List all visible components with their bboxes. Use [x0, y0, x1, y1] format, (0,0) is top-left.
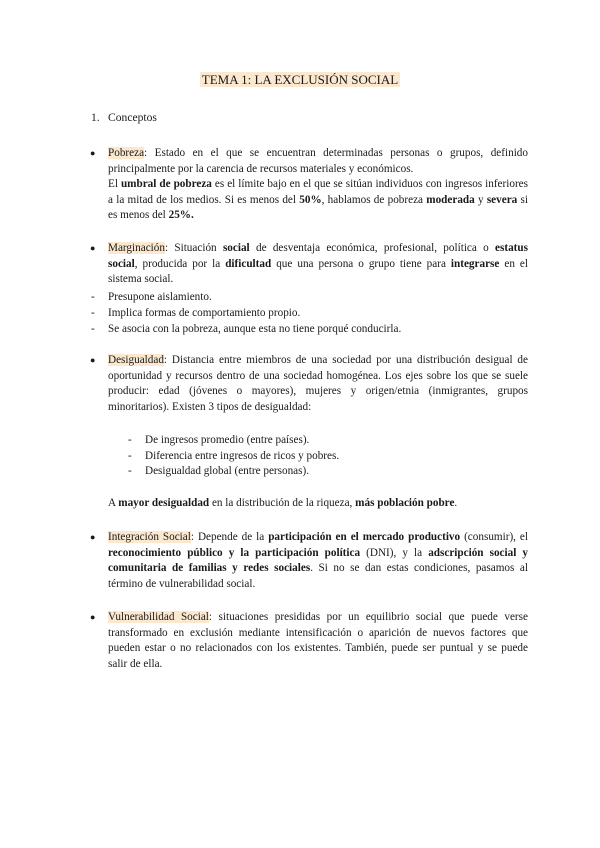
- bullet-icon: ●: [90, 355, 96, 365]
- section-number: 1.: [91, 111, 100, 124]
- concept-vulnerabilidad: [90, 610, 528, 672]
- list-item: - Diferencia entre ingresos de ricos y pobres.: [128, 449, 340, 462]
- term-integracion: Integración Social: [108, 531, 191, 543]
- term-pobreza: Pobreza: [108, 147, 145, 159]
- section-heading: [91, 110, 157, 126]
- bullet-icon: ●: [90, 532, 96, 542]
- bullet-icon: ●: [90, 148, 96, 158]
- marginacion-definition: Marginación: Situación social de desventaja económica, profesional, política o estatus social, producida por la dificultad que una persona o grupo tiene para integrarse en el sistema social.: [108, 242, 528, 286]
- pobreza-umbral: El umbral de pobreza es el límite bajo en el que se sitúan individuos con ingresos inferiores a la mitad de los medios. Si es menos del 50%, hablamos de pobreza moderada y severa si es menos del 25%.: [108, 178, 528, 222]
- desigualdad-conclusion: A mayor desigualdad en la distribución de la riqueza, más población pobre.: [108, 497, 458, 509]
- desigualdad-definition: Desigualdad: Distancia entre miembros de una sociedad por una distribución desigual de oportunidad y recursos dentro de una sociedad homogénea. Los ejes sobre los que se suele producir: edad (jóvenes o mayores), mujeres y origen/etnia (inmigrantes, grupos minoritarios). Existen 3 tipos de desigualdad:: [108, 354, 528, 413]
- desigualdad-types: [128, 433, 528, 480]
- dash-item: - Implica formas de comportamiento propio.: [91, 307, 301, 319]
- dash-item: - Se asocia con la pobreza, aunque esta no tiene porqué conducirla.: [91, 323, 402, 335]
- concept-marginacion: [90, 241, 528, 288]
- list-item: - De ingresos promedio (entre países).: [128, 434, 310, 446]
- concept-desigualdad: [90, 353, 528, 415]
- term-marginacion: Marginación: [108, 242, 165, 254]
- pobreza-definition: Pobreza: Estado en el que se encuentran determinadas personas o grupos, definido principalmente por la carencia de recursos materiales y económicos.: [108, 147, 528, 175]
- term-desigualdad: Desigualdad: [108, 354, 164, 366]
- term-vulnerabilidad: Vulnerabilidad Social: [108, 611, 209, 623]
- page-title: TEMA 1: LA EXCLUSIÓN SOCIAL: [201, 72, 399, 87]
- section-label: Conceptos: [108, 111, 157, 124]
- list-item: - Desigualdad global (entre personas).: [128, 465, 310, 478]
- bullet-icon: ●: [90, 243, 96, 253]
- concept-integracion: [90, 530, 528, 592]
- concept-pobreza: [90, 146, 528, 224]
- dash-item: - Presupone aislamiento.: [91, 291, 212, 303]
- integracion-definition: Integración Social: Depende de la participación en el mercado productivo (consumir), el reconocimiento público y la participación política (DNI), y la adscripción social y comunitaria de familias y redes sociales. Si no se dan estas condiciones, pasamos al término de vulnerabilidad social.: [108, 531, 528, 590]
- vulnerabilidad-definition: Vulnerabilidad Social: situaciones presididas por un equilibrio social que puede verse transformado en exclusión mediante intensificación o aparición de nuevos factores que pueden estar o no relacionados con los existentes. También, puede ser puntual y se puede salir de ella.: [108, 611, 528, 670]
- bullet-icon: ●: [90, 612, 96, 622]
